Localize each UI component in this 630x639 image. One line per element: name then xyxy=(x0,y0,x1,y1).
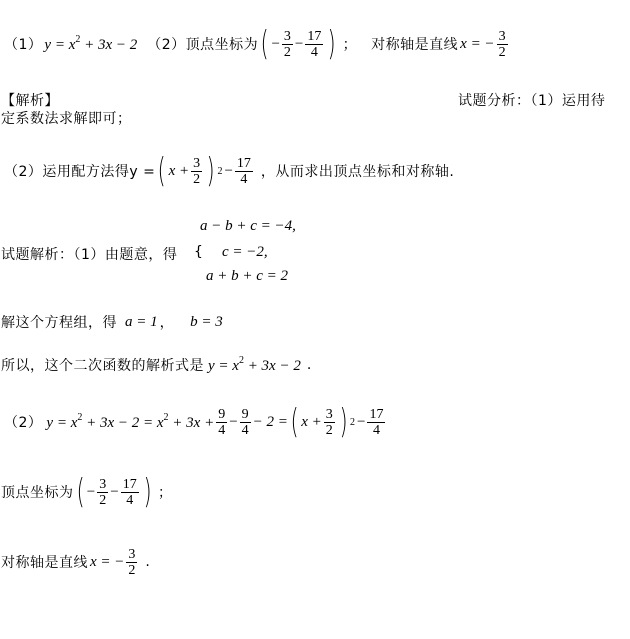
right-paren: ) xyxy=(328,24,337,64)
axis-fraction: $\frac{3}{2}$ xyxy=(498,28,506,60)
analysis-intro: 试题分析：（1）运用待 xyxy=(458,93,606,109)
analysis-frac-17: $\frac{17}{4}$ xyxy=(236,155,251,187)
part2-label: （2）顶点坐标为 xyxy=(147,37,259,53)
analysis-part2: （2）运用配方法得y = ( x + $\frac{3}{2}$ ) 2 − $\frac{17}{4}$ ，从而求出顶点坐标和对称轴. xyxy=(4,151,455,191)
axis-line: 对称轴是直线 x = − $\frac{3}{2}$ . xyxy=(1,546,151,578)
conclusion-line: 所以，这个二次函数的解析式是 $y = x^2 + 3x - 2$ . xyxy=(1,355,312,374)
system-eq1: a − b + c = −4, xyxy=(200,218,296,234)
system-brace: { xyxy=(194,244,204,260)
solve-line: 解这个方程组，得 a = 1 ， b = 3 xyxy=(1,313,223,331)
vertex-line: 顶点坐标为 ( − $\frac{3}{2}$ − $\frac{17}{4}$ ) ； xyxy=(1,472,173,512)
system-eq2: c = −2, xyxy=(222,244,268,260)
part1-label: （1） xyxy=(4,37,43,53)
left-paren: ( xyxy=(260,24,269,64)
vertex-x-fraction: $\frac{3}{2}$ xyxy=(283,28,291,60)
analysis-intro-cont: 定系数法求解即可； xyxy=(1,111,132,127)
part1-equation: $y = x^2 + 3x - 2$ xyxy=(44,34,138,53)
axis-equation: x = − xyxy=(460,35,495,52)
system-label: 试题解析：（1）由题意，得 xyxy=(1,247,178,263)
answer-line: （1） $y = x^2 + 3x - 2$ （2）顶点坐标为 ( − $\frac{3}{2}$ − $\frac{17}{4}$ ) ； 对称轴是直线 x = − $\frac{3}{2}$ xyxy=(4,24,506,64)
vertex-y-fraction: $\frac{17}{4}$ xyxy=(307,28,322,60)
part2-derivation: （2） $y = x^2 + 3x - 2 = x^2 + 3x$ + $\frac{9}{4}$ − $\frac{9}{4}$ − 2 = ( x + $\frac{3}{2}$ ) 2 − $\frac{17}{4}$ xyxy=(4,402,384,442)
jiexi-heading: 【解析】 xyxy=(1,93,59,109)
analysis-frac: $\frac{3}{2}$ xyxy=(193,155,201,187)
axis-text: 对称轴是直线 xyxy=(371,37,459,53)
system-eq3: a + b + c = 2 xyxy=(206,268,289,284)
